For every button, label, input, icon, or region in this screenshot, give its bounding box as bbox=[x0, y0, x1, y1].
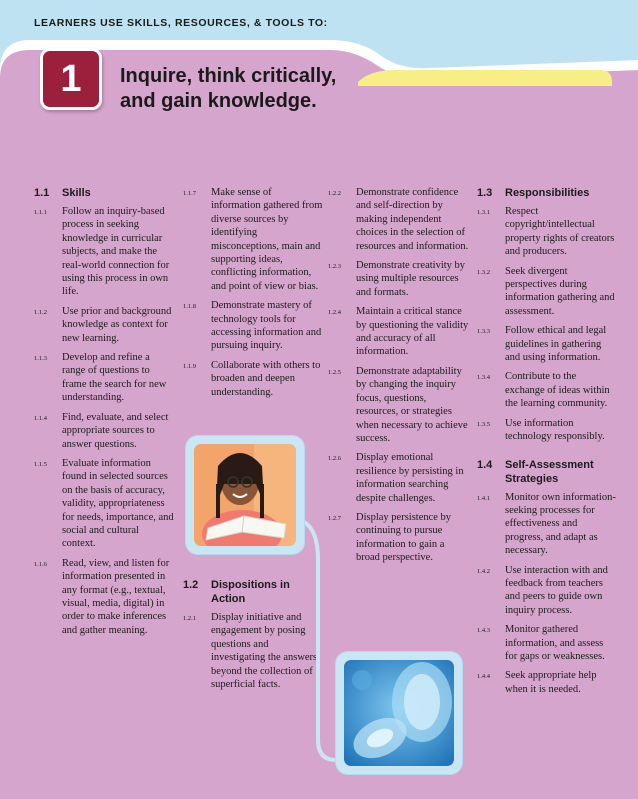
item-number: 1.1.9 bbox=[183, 362, 196, 370]
item-number: 1.1.1 bbox=[34, 209, 47, 216]
item-number: 1.3.5 bbox=[477, 420, 490, 428]
section-title: Dispositions in Action bbox=[211, 579, 290, 605]
item-text: Collaborate with others to broaden and deepen understanding. bbox=[211, 359, 321, 398]
section-number: 1.4 bbox=[477, 458, 493, 471]
item-text: Demonstrate confidence and self-direction by making independent choices in the selection of resources and information. bbox=[356, 187, 469, 252]
item-text: Monitor gathered information, and assess for gaps or weaknesses. bbox=[505, 624, 605, 662]
item-number: 1.4.3 bbox=[477, 627, 490, 635]
item-text: Read, view, and listen for information presented in any format (e.g., textual, visual, media, digital) in order to make inferences and gather meaning. bbox=[62, 557, 170, 636]
item-text: Seek appropriate help when it is needed. bbox=[505, 670, 597, 695]
item-number: 1.3.1 bbox=[477, 209, 490, 216]
item-number: 1.1.5 bbox=[34, 460, 47, 468]
item-text: Evaluate information found in selected sources on the basis of accuracy, validity, appropriateness for needs, importance, and social and cultural context. bbox=[62, 457, 174, 550]
photo-girl-reading bbox=[186, 436, 304, 554]
item-number: 1.3.4 bbox=[477, 374, 490, 382]
section-title: Skills bbox=[62, 187, 91, 199]
item-text: Maintain a critical stance by questioning the validity and accuracy of all information. bbox=[356, 306, 469, 358]
item-number: 1.2.3 bbox=[328, 263, 341, 271]
standard-number: 1 bbox=[60, 57, 82, 100]
item-text: Seek divergent perspectives during information gathering and assessment. bbox=[505, 265, 615, 317]
item-text: Demonstrate adaptability by changing the inquiry focus, questions, resources, or strategies when necessary to achieve success. bbox=[356, 365, 468, 444]
item-text: Display emotional resilience by persisting in information searching despite challenges. bbox=[356, 452, 464, 504]
page-kicker: LEARNERS USE SKILLS, RESOURCES, & TOOLS TO: bbox=[34, 17, 328, 29]
section-number: 1.3 bbox=[477, 187, 493, 199]
item-text: Respect copyright/intellectual property rights of creators and producers. bbox=[505, 206, 615, 258]
item-text: Follow ethical and legal guidelines in gathering and using information. bbox=[505, 325, 607, 364]
section-number: 1.1 bbox=[34, 187, 50, 199]
item-text: Develop and refine a range of questions to frame the search for new understanding. bbox=[62, 352, 167, 404]
item-number: 1.1.3 bbox=[34, 355, 47, 363]
section-title: Self-Assessment Strategies bbox=[505, 458, 594, 485]
item-text: Use prior and background knowledge as context for new learning. bbox=[62, 305, 172, 344]
item-number: 1.4.4 bbox=[477, 673, 490, 681]
item-number: 1.1.4 bbox=[34, 414, 47, 422]
girl-reading-image bbox=[194, 444, 296, 546]
item-text: Follow an inquiry-based process in seeking knowledge in curricular subjects, and make the real-world connection for using this process in own life. bbox=[62, 206, 170, 298]
item-number: 1.1.7 bbox=[183, 190, 196, 197]
blue-discs-image bbox=[344, 660, 454, 766]
item-text: Use information technology responsibly. bbox=[505, 417, 605, 443]
item-text: Demonstrate mastery of technology tools for accessing information and pursuing inquiry. bbox=[211, 300, 322, 352]
item-number: 1.2.7 bbox=[328, 514, 341, 522]
photo-blue-discs bbox=[336, 652, 462, 774]
item-number: 1.1.6 bbox=[34, 560, 47, 568]
item-text: Monitor own information-seeking processes for effectiveness and progress, and adapt as necessary. bbox=[505, 491, 616, 557]
standard-title-line2: and gain knowledge. bbox=[120, 90, 317, 112]
item-number: 1.3.2 bbox=[477, 268, 490, 276]
section-title: Responsibilities bbox=[505, 187, 590, 199]
item-number: 1.1.2 bbox=[34, 308, 47, 316]
item-number: 1.2.1 bbox=[183, 615, 196, 622]
item-text: Find, evaluate, and select appropriate sources to answer questions. bbox=[62, 411, 169, 450]
item-number: 1.2.6 bbox=[328, 455, 341, 463]
item-number: 1.2.5 bbox=[328, 368, 341, 376]
section-number: 1.2 bbox=[183, 579, 199, 591]
item-text: Display persistence by continuing to pursue information to gain a broad perspective. bbox=[356, 511, 452, 564]
item-number: 1.4.1 bbox=[477, 494, 490, 502]
item-number: 1.1.8 bbox=[183, 303, 196, 311]
item-number: 1.3.3 bbox=[477, 328, 490, 336]
item-number: 1.2.2 bbox=[328, 190, 341, 197]
item-text: Make sense of information gathered from diverse sources by identifying misconceptions, main and supporting ideas, conflicting information, and point of view or bias. bbox=[211, 187, 323, 292]
item-number: 1.2.4 bbox=[328, 309, 341, 317]
item-text: Use interaction with and feedback from teachers and peers to guide own inquiry process. bbox=[505, 564, 608, 616]
standard-title-line1: Inquire, think critically, bbox=[120, 65, 337, 87]
item-text: Contribute to the exchange of ideas within the learning community. bbox=[505, 371, 610, 410]
item-text: Display initiative and engagement by posing questions and investigating the answers beyond the collection of superficial facts. bbox=[211, 612, 318, 691]
item-number: 1.4.2 bbox=[477, 567, 490, 575]
item-text: Demonstrate creativity by using multiple resources and formats. bbox=[356, 260, 466, 298]
